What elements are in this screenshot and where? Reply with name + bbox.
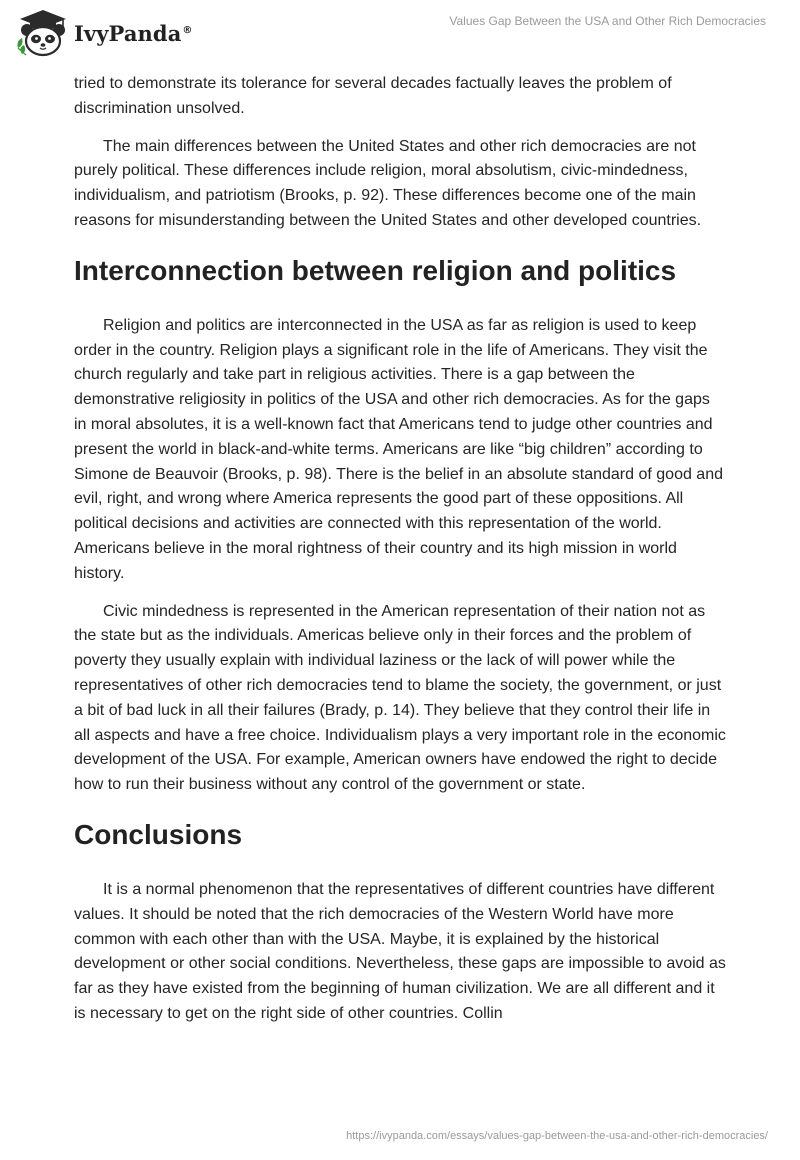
document-title: Values Gap Between the USA and Other Rich Democracies <box>449 14 766 28</box>
paragraph-continued: tried to demonstrate its tolerance for several decades factually leaves the problem of discrimination unsolved. <box>74 75 672 117</box>
source-url[interactable]: https://ivypanda.com/essays/values-gap-between-the-usa-and-other-rich-democracies/ <box>346 1130 768 1142</box>
paragraph-conclusion: It is a normal phenomenon that the representatives of different countries have different values. It should be noted that the rich democracies of the Western World have more common with each other than with the USA. Maybe, it is explained by the historical development or other social conditions. Nevertheless, these gaps are impossible to avoid as far as they have existed from the beginning of human civilization. We are all different and it is necessary to get on the right side of other countries. Collin <box>74 880 726 1022</box>
paragraph-civic-mindedness: Civic mindedness is represented in the American representation of their nation not as the state but as the individuals. Americas believe only in their forces and the problem of poverty they usually explain with individual laziness or the lack of will power while the representatives of other rich democracies tend to blame the society, the government, or just a bit of bad luck in all their failures (Brady, p. 14). They believe that they control their life in all aspects and have a free choice. Individualism plays a very important role in the economic development of the USA. For example, American owners have endowed the right to decide how to run their business without any control of the government or state. <box>74 602 726 794</box>
section-heading-religion-politics: Interconnection between religion and politics <box>74 254 677 286</box>
panda-graduate-icon <box>14 8 72 58</box>
ivypanda-logo[interactable] <box>14 8 193 58</box>
section-heading-conclusions: Conclusions <box>74 818 243 850</box>
logo-wordmark-text: IvyPanda <box>74 20 182 46</box>
essay-body <box>74 72 726 1040</box>
registered-mark: ® <box>182 24 193 36</box>
logo-wordmark <box>74 21 193 46</box>
paragraph-religion: Religion and politics are interconnected in the USA as far as religion is used to keep order in the country. Religion plays a significant role in the life of Americans. They visit the church regularly and take part in religious activities. There is a gap between the demonstrative religiosity in politics of the USA and other rich democracies. As for the gaps in moral absolutes, it is a well-known fact that Americans tend to judge other countries and present the world in black-and-white terms. Americans are like “big children” according to Simone de Beauvoir (Brooks, p. 98). There is the belief in an absolute standard of good and evil, right, and wrong where America represents the good part of these oppositions. All political decisions and activities are connected with this representation of the world. Americans believe in the moral rightness of their country and its high mission in world history. <box>74 316 723 582</box>
paragraph-main-differences: The main differences between the United States and other rich democracies are not purely political. These differences include religion, moral absolutism, civic-mindedness, individualism, and patriotism (Brooks, p. 92). These differences become one of the main reasons for misunderstanding between the United States and other developed countries. <box>74 137 702 229</box>
page-header <box>0 0 800 70</box>
